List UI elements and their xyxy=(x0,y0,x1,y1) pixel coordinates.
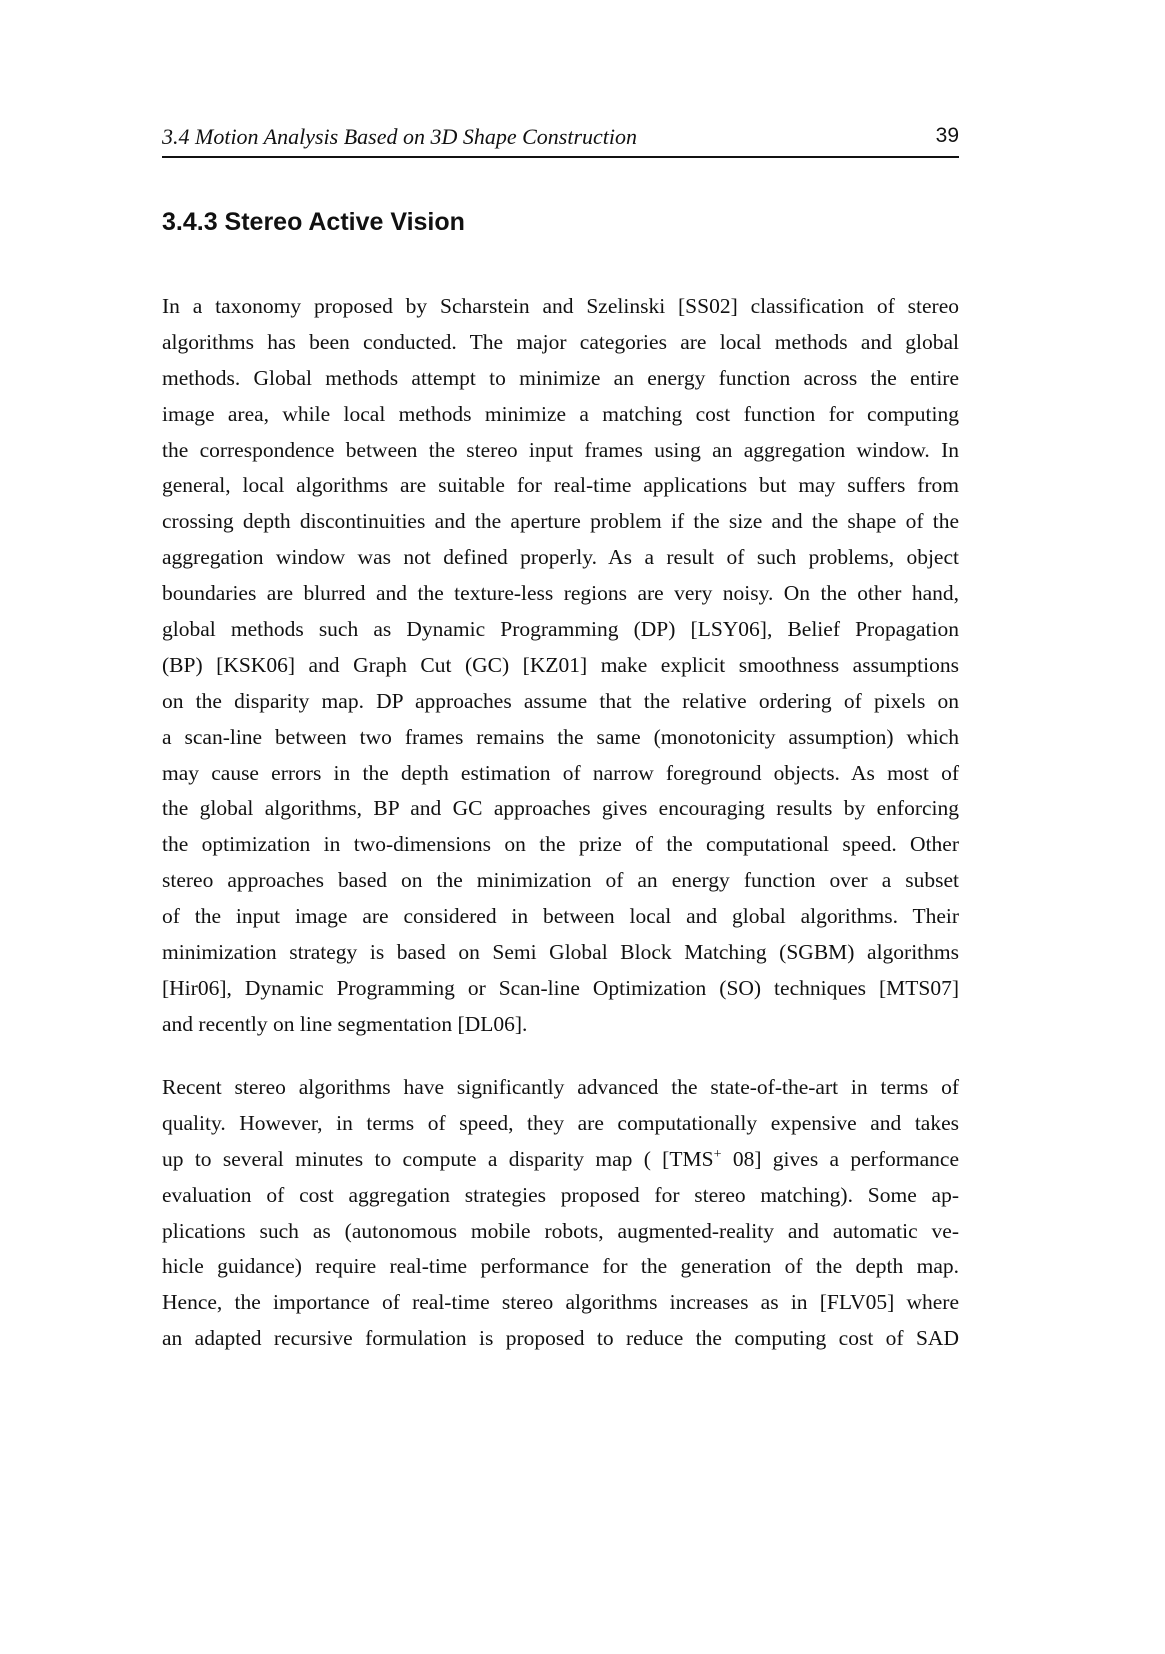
page-number: 39 xyxy=(935,124,959,147)
text-line: a scan-line between two frames remains the same (monotonicity assumption) which xyxy=(162,724,959,749)
text-line: methods. Global methods attempt to minimize an energy function across the entire xyxy=(162,365,959,390)
text-line: of the input image are considered in between local and global algorithms. Their xyxy=(162,904,959,929)
running-title: 3.4 Motion Analysis Based on 3D Shape Construction xyxy=(162,124,638,149)
text-fragment: up to several minutes to compute a disparity map ( [TMS xyxy=(162,1146,714,1171)
text-line: general, local algorithms are suitable for real-time applications but may suffers from xyxy=(162,473,959,498)
text-line: boundaries are blurred and the texture-less regions are very noisy. On the other hand, xyxy=(162,581,959,606)
text-line: In a taxonomy proposed by Scharstein and Szelinski [SS02] classification of stereo xyxy=(162,294,959,318)
paragraph-2 xyxy=(162,1070,959,1357)
text-line: stereo approaches based on the minimization of an energy function over a subset xyxy=(162,868,959,893)
text-line: on the disparity map. DP approaches assume that the relative ordering of pixels on xyxy=(162,688,959,713)
text-fragment: + xyxy=(713,1146,722,1162)
text-line: the global algorithms, BP and GC approaches gives encouraging results by enforcing xyxy=(162,796,959,821)
text-line: quality. However, in terms of speed, they are computationally expensive and takes xyxy=(162,1110,959,1135)
text-line: and recently on line segmentation [DL06]. xyxy=(162,1011,528,1036)
text-line: the optimization in two-dimensions on the prize of the computational speed. Other xyxy=(162,832,959,857)
text-line: aggregation window was not defined properly. As a result of such problems, object xyxy=(162,545,959,570)
text-line: (BP) [KSK06] and Graph Cut (GC) [KZ01] make explicit smoothness assumptions xyxy=(162,652,959,677)
text-line: Hence, the importance of real-time stereo algorithms increases as in [FLV05] where xyxy=(162,1290,959,1315)
text-fragment: 08] gives a performance xyxy=(732,1146,960,1171)
text-line: an adapted recursive formulation is proposed to reduce the computing cost of SAD xyxy=(162,1326,959,1351)
text-line: minimization strategy is based on Semi Global Block Matching (SGBM) algorithms xyxy=(162,940,959,965)
text-line: evaluation of cost aggregation strategies proposed for stereo matching). Some ap- xyxy=(162,1182,959,1207)
text-line: may cause errors in the depth estimation of narrow foreground objects. As most of xyxy=(162,760,959,785)
text-line: hicle guidance) require real-time performance for the generation of the depth map. xyxy=(162,1254,959,1279)
paragraph-1 xyxy=(162,289,959,1043)
text-line: global methods such as Dynamic Programming (DP) [LSY06], Belief Propagation xyxy=(162,617,959,642)
running-header xyxy=(162,124,959,158)
section-heading: 3.4.3 Stereo Active Vision xyxy=(162,208,465,236)
text-line xyxy=(162,1142,959,1178)
text-line: the correspondence between the stereo input frames using an aggregation window. In xyxy=(162,437,959,462)
text-line: crossing depth discontinuities and the aperture problem if the size and the shape of the xyxy=(162,509,959,534)
text-line: [Hir06], Dynamic Programming or Scan-line Optimization (SO) techniques [MTS07] xyxy=(162,975,959,1000)
text-line: image area, while local methods minimize a matching cost function for computing xyxy=(162,401,959,426)
text-line: algorithms has been conducted. The major categories are local methods and global xyxy=(162,329,959,354)
text-line: Recent stereo algorithms have significantly advanced the state-of-the-art in terms of xyxy=(162,1075,959,1099)
text-line: plications such as (autonomous mobile robots, augmented-reality and automatic ve- xyxy=(162,1218,959,1243)
